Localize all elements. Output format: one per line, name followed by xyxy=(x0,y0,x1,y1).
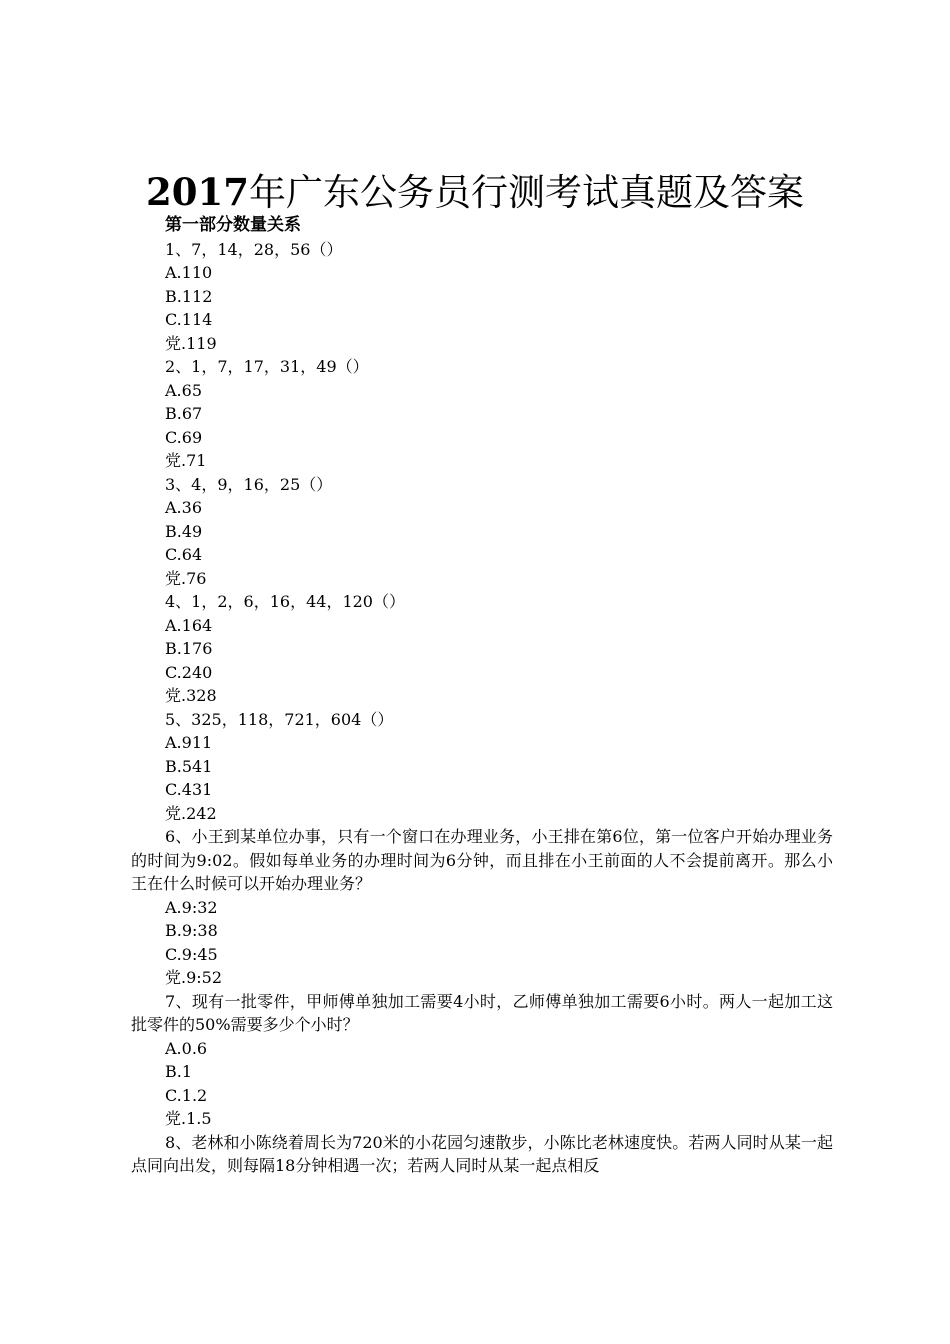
question-stem: 2、1，7，17，31，49（） xyxy=(165,357,369,376)
answer-option: C.64 xyxy=(165,545,203,564)
answer-option: B.9:38 xyxy=(165,921,218,940)
answer-option: C.114 xyxy=(165,310,213,329)
answer-option: B.49 xyxy=(165,521,203,541)
question-paragraph: 7、现有一批零件，甲师傅单独加工需要4小时，乙师傅单独加工需要6小时。两人一起加工这批零件的50%需要多少个小时？ xyxy=(131,991,833,1034)
section-heading: 第一部分数量关系 xyxy=(165,215,301,235)
answer-option: 党.76 xyxy=(165,568,207,588)
answer-option: A.911 xyxy=(165,733,213,752)
title-text: 年广东公务员行测考试真题及答案 xyxy=(248,171,804,214)
answer-option: A.0.6 xyxy=(165,1038,208,1058)
answer-option: C.431 xyxy=(165,780,213,799)
answer-option: C.1.2 xyxy=(165,1085,208,1105)
question-stem: 5、325，118，721，604（） xyxy=(165,709,394,729)
document-body xyxy=(131,214,845,1178)
answer-option: 党.71 xyxy=(165,451,207,470)
document-title xyxy=(0,168,950,217)
question-stem: 4、1，2，6，16，44，120（） xyxy=(165,592,405,611)
question-paragraph: 6、小王到某单位办事，只有一个窗口在办理业务，小王排在第6位，第一位客户开始办理业务的时间为9:02。假如每单业务的办理时间为6分钟，而且排在小王前面的人不会提前离开。那么小王在什么时候可以开始办理业务？ xyxy=(131,827,833,893)
question-stem: 3、4，9，16，25（） xyxy=(165,474,333,494)
answer-option: B.176 xyxy=(165,639,213,658)
answer-option: 党.328 xyxy=(165,686,217,705)
title-year: 2017 xyxy=(146,170,249,214)
question-stem: 1、7，14，28，56（） xyxy=(165,239,343,259)
answer-option: 党.242 xyxy=(165,803,217,823)
answer-option: 党.119 xyxy=(165,333,217,353)
answer-option: C.69 xyxy=(165,427,203,447)
question-paragraph: 8、老林和小陈绕着周长为720米的小花园匀速散步，小陈比老林速度快。若两人同时从某一起点同向出发，则每隔18分钟相遇一次；若两人同时从某一起点相反 xyxy=(131,1132,833,1175)
answer-option: A.36 xyxy=(165,498,202,517)
answer-option: B.112 xyxy=(165,286,213,306)
answer-option: B.541 xyxy=(165,756,213,776)
answer-option: A.164 xyxy=(165,615,213,635)
answer-option: B.67 xyxy=(165,404,203,423)
answer-option: A.9:32 xyxy=(165,897,218,917)
answer-option: A.65 xyxy=(165,380,202,400)
question-list xyxy=(131,238,845,1178)
answer-option: C.9:45 xyxy=(165,944,218,964)
answer-option: 党.9:52 xyxy=(165,968,223,987)
answer-option: C.240 xyxy=(165,662,213,682)
answer-option: A.110 xyxy=(165,263,213,282)
answer-option: B.1 xyxy=(165,1062,193,1081)
answer-option: 党.1.5 xyxy=(165,1109,212,1128)
